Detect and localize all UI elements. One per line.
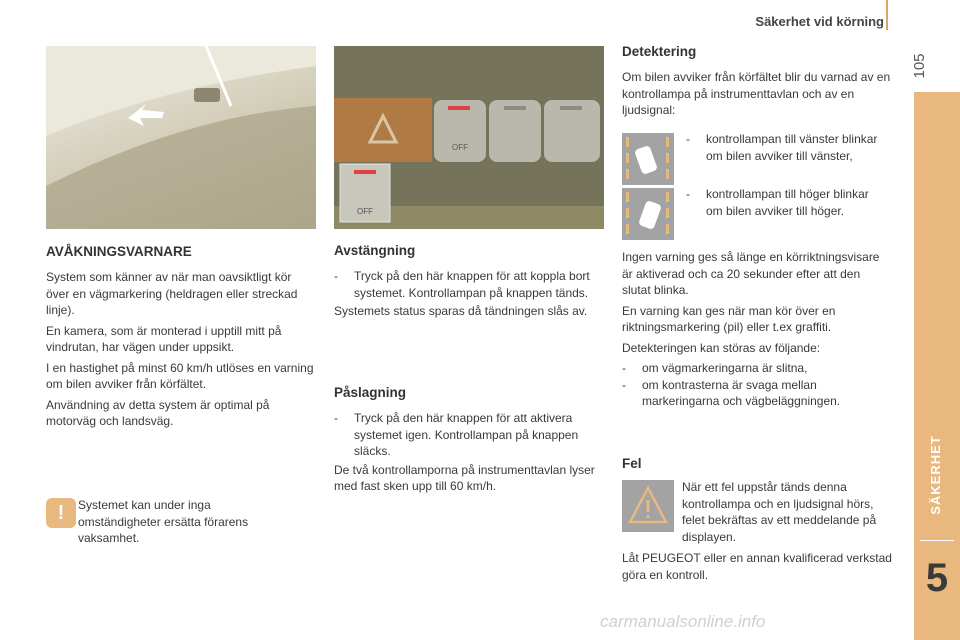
paragraph: När ett fel uppstår tänds denna kontrollampa och en ljudsignal hörs, felet bekräftas av ett meddelande på displayen. — [682, 480, 877, 544]
chapter-tab-divider — [920, 540, 954, 541]
section-heading-deactivation: Avstängning — [334, 243, 416, 258]
list-item: - kontrollampan till höger blinkar om bilen avviker till höger. — [686, 187, 869, 218]
paragraph: Systemets status sparas då tändningen slås av. — [334, 304, 588, 318]
list-item: - Tryck på den här knappen för att aktivera systemet igen. Kontrollampan på knappen släcks. — [334, 411, 579, 458]
fault-warning-icon — [622, 480, 674, 532]
list-item: - kontrollampan till vänster blinkar om bilen avviker till vänster, — [686, 132, 878, 163]
chapter-number: 5 — [925, 556, 949, 600]
svg-text:OFF: OFF — [357, 207, 373, 216]
paragraph: Låt PEUGEOT eller en annan kvalificerad verkstad göra en kontroll. — [622, 551, 892, 582]
list-item: - Tryck på den här knappen för att koppla bort systemet. Kontrollampan på knappen tänds. — [334, 269, 590, 300]
lane-departure-right-icon — [622, 188, 674, 240]
paragraph: Om bilen avviker från körfältet blir du varnad av en kontrollampa på instrumenttavlan och av en ljudsignal: — [622, 70, 891, 117]
paragraph: System som känner av när man oavsiktligt kör över en vägmarkering (heldragen eller streckad linje). — [46, 270, 298, 317]
paragraph: Detekteringen kan störas av följande: — [622, 340, 821, 355]
warning-icon: ! — [46, 498, 76, 528]
windscreen-camera-image — [46, 46, 316, 229]
running-header: Säkerhet vid körning — [755, 14, 884, 29]
warning-note: Systemet kan under inga omständigheter ersätta förarens vaksamhet. — [78, 498, 249, 545]
paragraph: De två kontrollamporna på instrumenttavlan lyser med fast sken upp till 60 km/h. — [334, 462, 595, 493]
lane-departure-left-icon — [622, 133, 674, 185]
windscreen-illustration — [46, 46, 316, 229]
svg-text:OFF: OFF — [452, 143, 468, 152]
header-divider — [886, 0, 888, 30]
section-heading-fault: Fel — [622, 456, 642, 471]
list-item: - om vägmarkeringarna är slitna, — [622, 361, 808, 375]
list-item: - om kontrasterna är svaga mellan markeringarna och vägbeläggningen. — [622, 377, 841, 408]
paragraph: Ingen varning ges så länge en körriktningsvisare är aktiverad och ca 20 sekunder efter att den slutat blinka. — [622, 250, 880, 297]
button-panel-image — [334, 46, 604, 229]
chapter-tab-label: SÄKERHET — [928, 435, 943, 515]
section-heading-lane-departure: AVÅKNINGSVARNARE — [46, 244, 192, 259]
paragraph: En kamera, som är monterad i upptill mitt på vindrutan, har vägen under uppsikt. — [46, 323, 282, 354]
watermark: carmanualsonline.info — [600, 612, 766, 631]
section-heading-activation: Påslagning — [334, 385, 407, 400]
section-heading-detection: Detektering — [622, 44, 697, 59]
paragraph: En varning kan ges när man kör över en riktningsmarkering (pil) eller t.ex graffiti. — [622, 303, 836, 334]
paragraph: Användning av detta system är optimal på motorväg och landsväg. — [46, 397, 270, 428]
page-number: 105 — [911, 53, 928, 79]
button-panel-illustration — [334, 46, 604, 229]
paragraph: I en hastighet på minst 60 km/h utlöses en varning om bilen avviker från körfältet. — [46, 360, 314, 391]
